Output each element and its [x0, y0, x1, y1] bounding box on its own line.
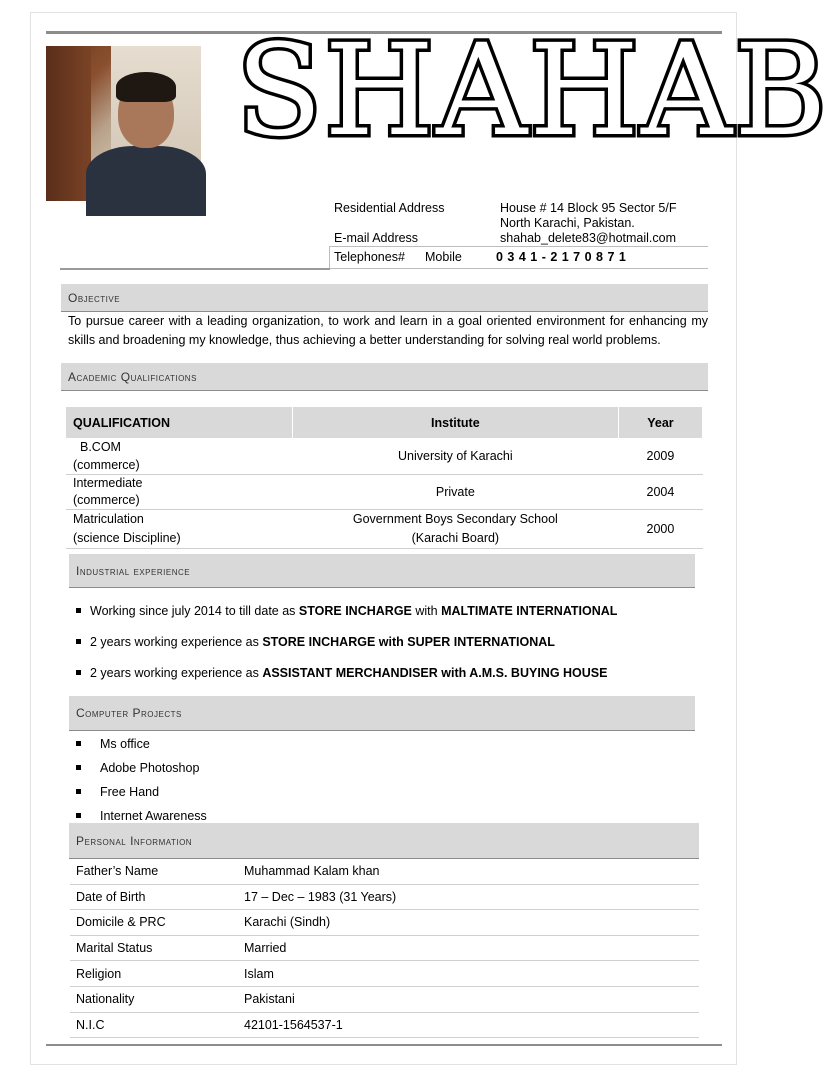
field-value: Married: [238, 935, 699, 961]
personal-info-table: [70, 859, 699, 1038]
year-cell: 2009: [618, 438, 702, 475]
field-value: 42101-1564537-1: [238, 1012, 699, 1038]
qualifications-table: [66, 407, 703, 549]
field-value: Islam: [238, 961, 699, 987]
column-header-qualification: QUALIFICATION: [66, 407, 292, 438]
residential-address-line2: North Karachi, Pakistan.: [500, 216, 635, 230]
institute-cell: University of Karachi: [292, 438, 618, 475]
computer-projects-heading: Computer Projects: [69, 696, 695, 731]
list-item: 2 years working experience as STORE INCHARGE with SUPER INTERNATIONAL: [76, 635, 555, 649]
telephones-label: Telephones#: [334, 250, 405, 264]
year-cell: 2004: [618, 475, 702, 510]
table-row: [70, 986, 699, 1012]
field-value: Muhammad Kalam khan: [238, 859, 699, 884]
profile-photo: [46, 46, 201, 201]
contact-vertical-divider: [329, 246, 330, 268]
industrial-heading: Industrial experience: [69, 554, 695, 588]
list-item: 2 years working experience as ASSISTANT MERCHANDISER with A.M.S. BUYING HOUSE: [76, 666, 607, 680]
field-label: Father’s Name: [70, 859, 238, 884]
qualification-name: Matriculation: [73, 512, 144, 526]
table-row: [70, 935, 699, 961]
table-row: [70, 884, 699, 910]
personal-info-heading: Personal Information: [69, 823, 699, 859]
objective-heading: Objective: [61, 284, 708, 312]
list-item: Free Hand: [76, 785, 159, 799]
contact-divider-bottom: [330, 268, 708, 269]
field-label: Marital Status: [70, 935, 238, 961]
bottom-divider: [46, 1044, 722, 1046]
field-value: Karachi (Sindh): [238, 910, 699, 936]
table-row: [66, 438, 703, 475]
institute-cell: Private: [292, 475, 618, 510]
mobile-label: Mobile: [425, 250, 462, 264]
field-value: 17 – Dec – 1983 (31 Years): [238, 884, 699, 910]
qualification-detail: (commerce): [73, 493, 140, 507]
left-divider: [60, 268, 330, 270]
name-title: SHAHAB: [236, 17, 829, 164]
field-label: N.I.C: [70, 1012, 238, 1038]
year-cell: 2000: [618, 510, 702, 549]
list-item: Working since july 2014 to till date as STORE INCHARGE with MALTIMATE INTERNATIONAL: [76, 604, 617, 618]
email-value[interactable]: shahab_delete83@hotmail.com: [500, 231, 676, 245]
table-row: [66, 475, 703, 510]
table-row: [70, 1012, 699, 1038]
qualification-name: Intermediate: [73, 476, 143, 490]
residential-address-label: Residential Address: [334, 201, 445, 215]
field-label: Religion: [70, 961, 238, 987]
email-label: E-mail Address: [334, 231, 419, 245]
institute-cell-detail: (Karachi Board): [411, 531, 500, 545]
table-row: [66, 510, 703, 549]
contact-divider: [330, 246, 708, 247]
list-item: Adobe Photoshop: [76, 761, 199, 775]
field-label: Date of Birth: [70, 884, 238, 910]
residential-address-line1: House # 14 Block 95 Sector 5/F: [500, 201, 677, 215]
qualification-detail: (science Discipline): [73, 531, 181, 545]
column-header-institute: Institute: [292, 407, 618, 438]
table-row: [70, 961, 699, 987]
table-row: [70, 910, 699, 936]
column-header-year: Year: [618, 407, 702, 438]
mobile-value: 0 3 4 1 - 2 1 7 0 8 7 1: [496, 250, 627, 264]
institute-cell: Government Boys Secondary School: [352, 512, 558, 526]
objective-text: To pursue career with a leading organization, to work and learn in a goal oriented environment for enhancing my skills and broadening my knowledge, thus achieving a better understanding for solving real world problems.: [68, 314, 708, 347]
qualification-detail: (commerce): [73, 458, 140, 472]
field-label: Domicile & PRC: [70, 910, 238, 936]
table-row: [70, 859, 699, 884]
field-value: Pakistani: [238, 986, 699, 1012]
qualification-name: B.COM: [80, 440, 121, 454]
list-item: Ms office: [76, 737, 150, 751]
list-item: Internet Awareness: [76, 809, 207, 823]
field-label: Nationality: [70, 986, 238, 1012]
academic-heading: Academic Qualifications: [61, 363, 708, 391]
